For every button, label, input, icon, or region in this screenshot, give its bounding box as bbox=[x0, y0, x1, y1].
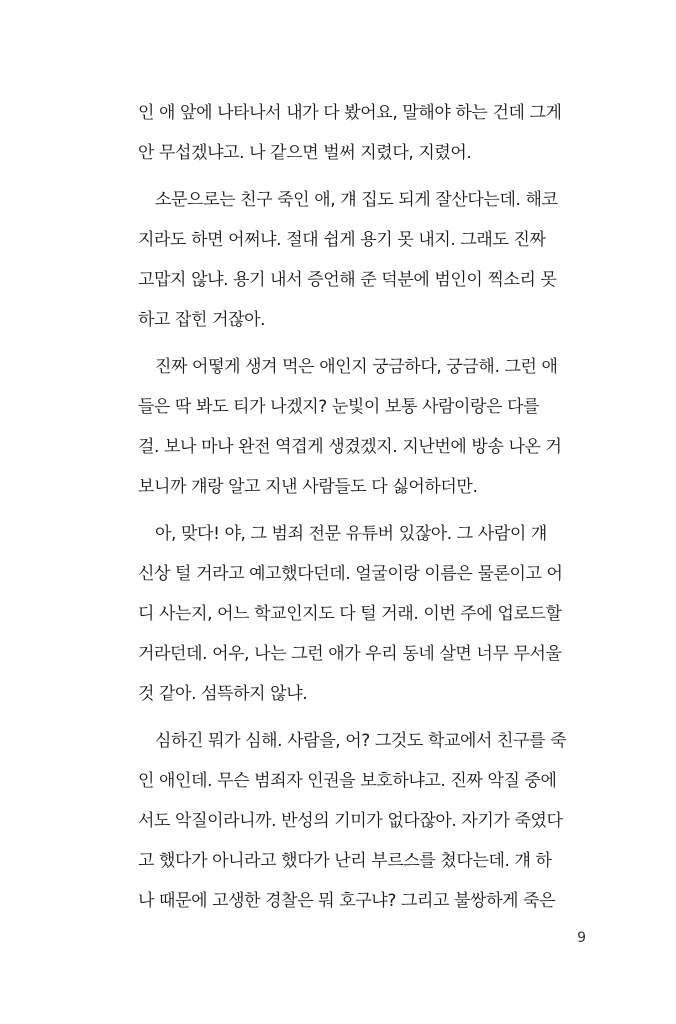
text-line: 안 무섭겠냐고. 나 같으면 벌써 지렸다, 지렸어. bbox=[138, 143, 472, 163]
text-line: 서도 악질이라니까. 반성의 기미가 없다잖아. 자기가 죽였다 bbox=[138, 811, 563, 831]
text-line: 고 했다가 아니라고 했다가 난리 부르스를 쳤다는데. 걔 하 bbox=[138, 851, 552, 871]
text-line: 들은 딱 봐도 티가 나겠지? 눈빛이 보통 사람이랑은 다를 bbox=[138, 397, 540, 417]
text-line: 나 때문에 고생한 경찰은 뭐 호구냐? 그리고 불쌍하게 죽은 bbox=[138, 891, 556, 911]
text-line: 거라던데. 어우, 나는 그런 애가 우리 동네 살면 너무 무서울 bbox=[138, 644, 562, 664]
text-line: 인 애인데. 무슨 범죄자 인권을 보호하냐고. 진짜 악질 중에 bbox=[138, 771, 557, 791]
body-text bbox=[138, 93, 584, 921]
text-line: 하고 잡힌 거잖아. bbox=[138, 310, 266, 330]
paragraph-start-line: 진짜 어떻게 생겨 먹은 애인지 궁금하다, 궁금해. 그런 애 bbox=[155, 357, 558, 377]
text-line: 것 같아. 섬뜩하지 않냐. bbox=[138, 684, 308, 704]
paragraph-start-line: 소문으로는 친구 죽인 애, 걔 집도 되게 잘산다는데. 해코 bbox=[155, 190, 558, 210]
paragraph-start-line: 아, 맞다! 야, 그 범죄 전문 유튜버 있잖아. 그 사람이 걔 bbox=[155, 524, 547, 544]
text-line: 고맙지 않냐. 용기 내서 증언해 준 덕분에 범인이 찍소리 못 bbox=[138, 270, 557, 290]
text-line: 디 사는지, 어느 학교인지도 다 털 거래. 이번 주에 업로드할 bbox=[138, 604, 562, 624]
text-line: 인 애 앞에 나타나서 내가 다 봤어요, 말해야 하는 건데 그게 bbox=[138, 103, 562, 123]
text-line: 신상 털 거라고 예고했다던데. 얼굴이랑 이름은 물론이고 어 bbox=[138, 564, 563, 584]
text-line: 지라도 하면 어쩌냐. 절대 쉽게 용기 못 내지. 그래도 진짜 bbox=[138, 230, 546, 250]
text-line: 보니까 걔랑 알고 지낸 사람들도 다 싫어하더만. bbox=[138, 477, 478, 497]
page-number: 9 bbox=[577, 930, 586, 946]
paragraph-start-line: 심하긴 뭐가 심해. 사람을, 어? 그것도 학교에서 친구를 죽 bbox=[155, 731, 567, 751]
text-line: 걸. 보나 마나 완전 역겹게 생겼겠지. 지난번에 방송 나온 거 bbox=[138, 437, 562, 457]
